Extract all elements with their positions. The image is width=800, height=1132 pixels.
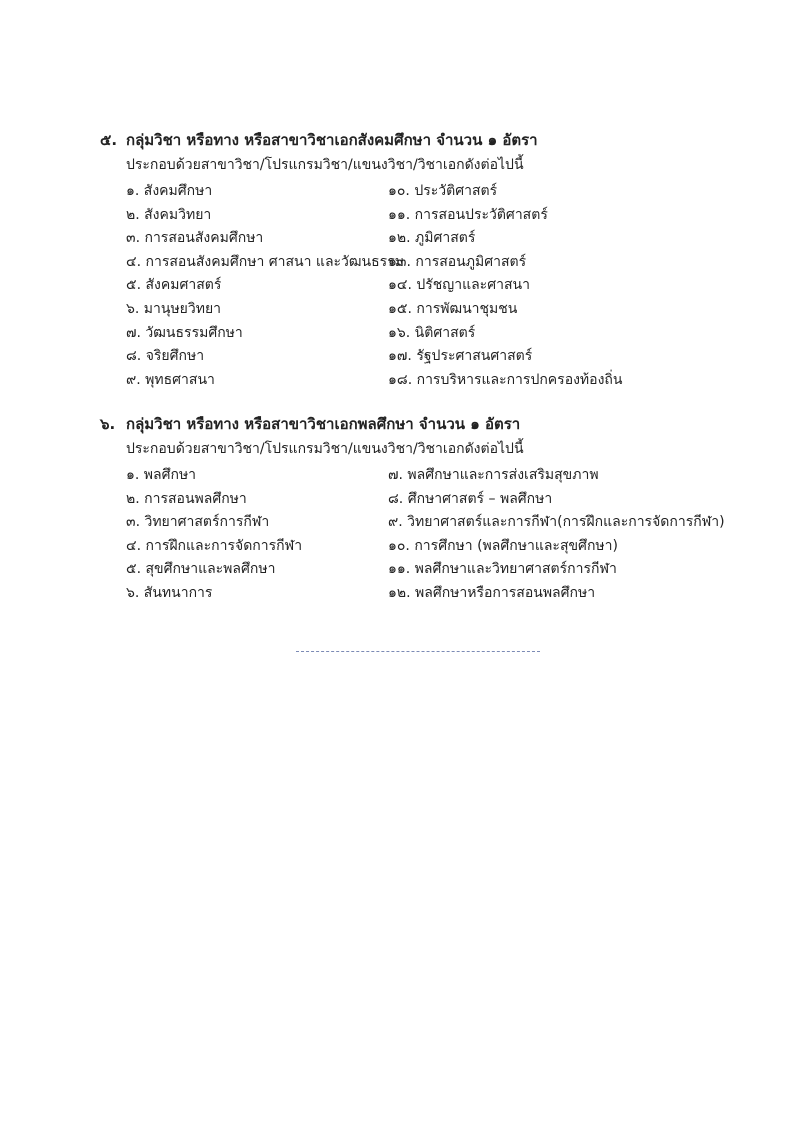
list-item: ๘. จริยศึกษา [126,348,205,365]
list-item: ๖. มานุษยวิทยา [126,300,222,317]
list-item: ๑๖. นิติศาสตร์ [388,324,476,341]
list-item: ๗. พลศึกษาและการส่งเสริมสุขภาพ [388,467,599,483]
section-title: กลุ่มวิชา หรือทาง หรือสาขาวิชาเอกสังคมศึกษา จำนวน ๑ อัตรา [126,131,538,149]
list-item: ๔. การฝึกและการจัดการกีฬา [126,537,303,554]
section-heading [100,412,520,436]
list-item: ๑๒. พลศึกษาหรือการสอนพลศึกษา [388,584,596,601]
list-item: ๙. พุทธศาสนา [126,371,215,388]
list-item: ๓. การสอนสังคมศึกษา [126,230,264,247]
list-item: ๕. สังคมศาสตร์ [126,277,222,294]
list-item: ๑๘. การบริหารและการปกครองท้องถิ่น [388,371,623,388]
section-title: กลุ่มวิชา หรือทาง หรือสาขาวิชาเอกพลศึกษา จำนวน ๑ อัตรา [126,415,521,433]
list-item: ๒. สังคมวิทยา [126,206,212,223]
section-number: ๕. [100,131,118,149]
list-item: ๖. สันทนาการ [126,584,213,601]
list-item: ๑๓. การสอนภูมิศาสตร์ [388,253,527,270]
list-item: ๕. สุขศึกษาและพลศึกษา [126,561,276,578]
list-item: ๑๐. ประวัติศาสตร์ [388,183,498,199]
list-item: ๑. พลศึกษา [126,467,197,483]
list-item: ๔. การสอนสังคมศึกษา ศาสนา และวัฒนธรรม [126,253,404,270]
end-divider [296,651,540,652]
list-item: ๑๑. พลศึกษาและวิทยาศาสตร์การกีฬา [388,561,617,578]
list-item: ๗. วัฒนธรรมศึกษา [126,324,243,341]
section-heading [100,128,538,152]
list-item: ๑๑. การสอนประวัติศาสตร์ [388,206,548,223]
list-item: ๑. สังคมศึกษา [126,183,213,199]
list-item: ๑๒. ภูมิศาสตร์ [388,230,476,247]
section-number: ๖. [100,415,116,433]
major-list-left [126,464,386,606]
list-item: ๑๗. รัฐประศาสนศาสตร์ [388,348,533,365]
list-item: ๒. การสอนพลศึกษา [126,490,247,507]
major-list-left [126,180,404,392]
section-intro: ประกอบด้วยสาขาวิชา/โปรแกรมวิชา/แขนงวิชา/วิชาเอกดังต่อไปนี้ [126,157,524,173]
list-item: ๑๐. การศึกษา (พลศึกษาและสุขศึกษา) [388,537,618,554]
major-list-right [388,464,728,606]
list-item: ๙. วิทยาศาสตร์และการกีฬา(การฝึกและการจัดการกีฬา) [388,514,725,531]
list-item: ๓. วิทยาศาสตร์การกีฬา [126,514,270,531]
major-list-right [388,180,728,392]
list-item: ๘. ศึกษาศาสตร์ – พลศึกษา [388,490,553,507]
list-item: ๑๔. ปรัชญาและศาสนา [388,277,530,294]
section-intro: ประกอบด้วยสาขาวิชา/โปรแกรมวิชา/แขนงวิชา/วิชาเอกดังต่อไปนี้ [126,441,524,457]
list-item: ๑๕. การพัฒนาชุมชน [388,300,518,317]
